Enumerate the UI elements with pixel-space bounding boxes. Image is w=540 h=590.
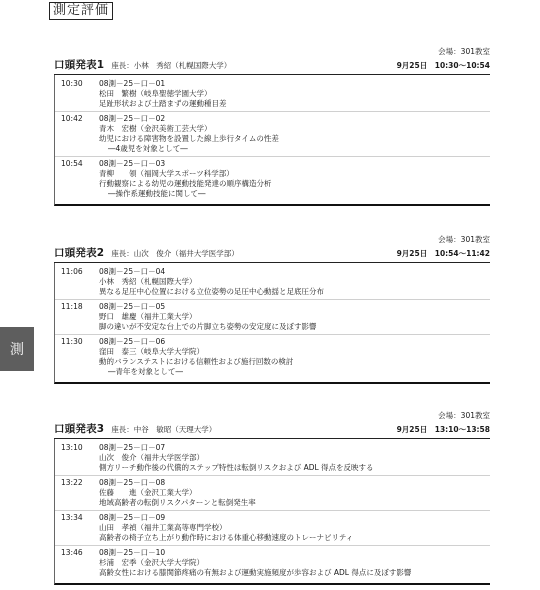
talk-title: 幼児における障害物を設置した線上歩行タイムの性差 xyxy=(99,134,279,143)
talk-entry xyxy=(55,335,490,379)
talk-code: 08測－25－口－06 xyxy=(99,337,166,346)
talk-author: 青柳 領（福岡大学スポーツ科学部） xyxy=(99,169,234,178)
talk-time: 13:46 xyxy=(61,548,83,557)
talk-code: 08測－25－口－10 xyxy=(99,548,166,557)
session-venue: 会場：301教室 xyxy=(438,411,490,420)
session-talk-list xyxy=(54,439,490,585)
session-title: 口頭発表3 xyxy=(54,423,105,435)
talk-entry xyxy=(55,300,490,335)
talk-entry xyxy=(55,265,490,300)
talk-author: 山次 俊介（福井大学医学部） xyxy=(99,453,204,462)
talk-subtitle: ―青年を対象として― xyxy=(108,367,183,376)
session-chair: 座長：小林 秀紹（札幌国際大学） xyxy=(111,61,232,70)
talk-entry xyxy=(55,511,490,546)
talk-code: 08測－25－口－09 xyxy=(99,513,166,522)
talk-author: 青木 宏樹（金沢美術工芸大学） xyxy=(99,124,212,133)
talk-author: 野口 雄慶（福井工業大学） xyxy=(99,312,197,321)
talk-time: 10:42 xyxy=(61,114,83,123)
session-title: 口頭発表2 xyxy=(54,247,105,259)
session-block xyxy=(54,47,490,206)
talk-entry xyxy=(55,77,490,112)
talk-code: 08測－25－口－04 xyxy=(99,267,166,276)
session-datetime: 9月25日 10:54〜11:42 xyxy=(396,249,490,258)
talk-entry xyxy=(55,546,490,580)
talk-title: 足趾形状および土踏まずの運動種目差 xyxy=(99,99,227,108)
session-venue: 会場：301教室 xyxy=(438,47,490,56)
talk-title: 高齢者の椅子立ち上がり動作時における体重心移動速度のトレーナビリティ xyxy=(99,533,354,542)
talk-time: 11:30 xyxy=(61,337,83,346)
session-header xyxy=(54,421,490,439)
talk-code: 08測－25－口－01 xyxy=(99,79,166,88)
section-index-tab: 測 xyxy=(0,327,34,371)
session-datetime: 9月25日 10:30〜10:54 xyxy=(396,61,490,70)
talk-time: 13:34 xyxy=(61,513,83,522)
talk-code: 08測－25－口－08 xyxy=(99,478,166,487)
talk-title: 脚の違いが不安定な台上での片脚立ち姿勢の安定度に及ぼす影響 xyxy=(99,322,317,331)
talk-code: 08測－25－口－02 xyxy=(99,114,166,123)
talk-author: 小林 秀紹（札幌国際大学） xyxy=(99,277,197,286)
talk-entry xyxy=(55,441,490,476)
session-chair: 座長：中谷 敏昭（天理大学） xyxy=(111,425,217,434)
talk-author: 山田 孝禎（福井工業高等専門学校） xyxy=(99,523,227,532)
session-venue: 会場：301教室 xyxy=(438,235,490,244)
talk-title: 地域高齢者の転倒リスクパターンと転倒発生率 xyxy=(99,498,256,507)
talk-title: 高齢女性における膝関節疼痛の有無および運動実施頻度が歩容および ADL 得点に及ぼす影響 xyxy=(99,568,412,577)
talk-title: 動的バランステストにおける信頼性および施行回数の検討 xyxy=(99,357,294,366)
talk-time: 10:30 xyxy=(61,79,83,88)
talk-time: 11:06 xyxy=(61,267,83,276)
talk-time: 10:54 xyxy=(61,159,83,168)
talk-subtitle: ―操作系運動技能に関して― xyxy=(108,189,206,198)
talk-entry xyxy=(55,476,490,511)
talk-code: 08測－25－口－07 xyxy=(99,443,166,452)
talk-time: 13:10 xyxy=(61,443,83,452)
session-header xyxy=(54,57,490,75)
talk-author: 佐藤 進（金沢工業大学） xyxy=(99,488,197,497)
talk-entry xyxy=(55,157,490,201)
talk-code: 08測－25－口－05 xyxy=(99,302,166,311)
talk-title: 行動観察による幼児の運動技能発達の順序構造分析 xyxy=(99,179,272,188)
talk-entry xyxy=(55,112,490,157)
session-datetime: 9月25日 13:10〜13:58 xyxy=(396,425,490,434)
page-title: 測定評価 xyxy=(49,2,113,20)
talk-title: 側方リーチ動作後の代償的ステップ特性は転倒リスクおよび ADL 得点を反映する xyxy=(99,463,374,472)
talk-title: 異なる足圧中心位置における立位姿勢の足圧中心動揺と足底圧分布 xyxy=(99,287,324,296)
session-chair: 座長：山次 俊介（福井大学医学部） xyxy=(111,249,239,258)
session-block xyxy=(54,235,490,384)
session-block xyxy=(54,411,490,585)
session-talk-list xyxy=(54,75,490,206)
session-title: 口頭発表1 xyxy=(54,59,105,71)
session-header xyxy=(54,245,490,263)
session-talk-list xyxy=(54,263,490,384)
talk-time: 13:22 xyxy=(61,478,83,487)
talk-code: 08測－25－口－03 xyxy=(99,159,166,168)
talk-author: 杉浦 宏季（金沢大学大学院） xyxy=(99,558,204,567)
talk-time: 11:18 xyxy=(61,302,83,311)
talk-author: 窪田 泰三（岐阜大学大学院） xyxy=(99,347,204,356)
talk-author: 松田 繁樹（岐阜聖徳学園大学） xyxy=(99,89,212,98)
talk-subtitle: ―4歳児を対象として― xyxy=(108,144,188,153)
